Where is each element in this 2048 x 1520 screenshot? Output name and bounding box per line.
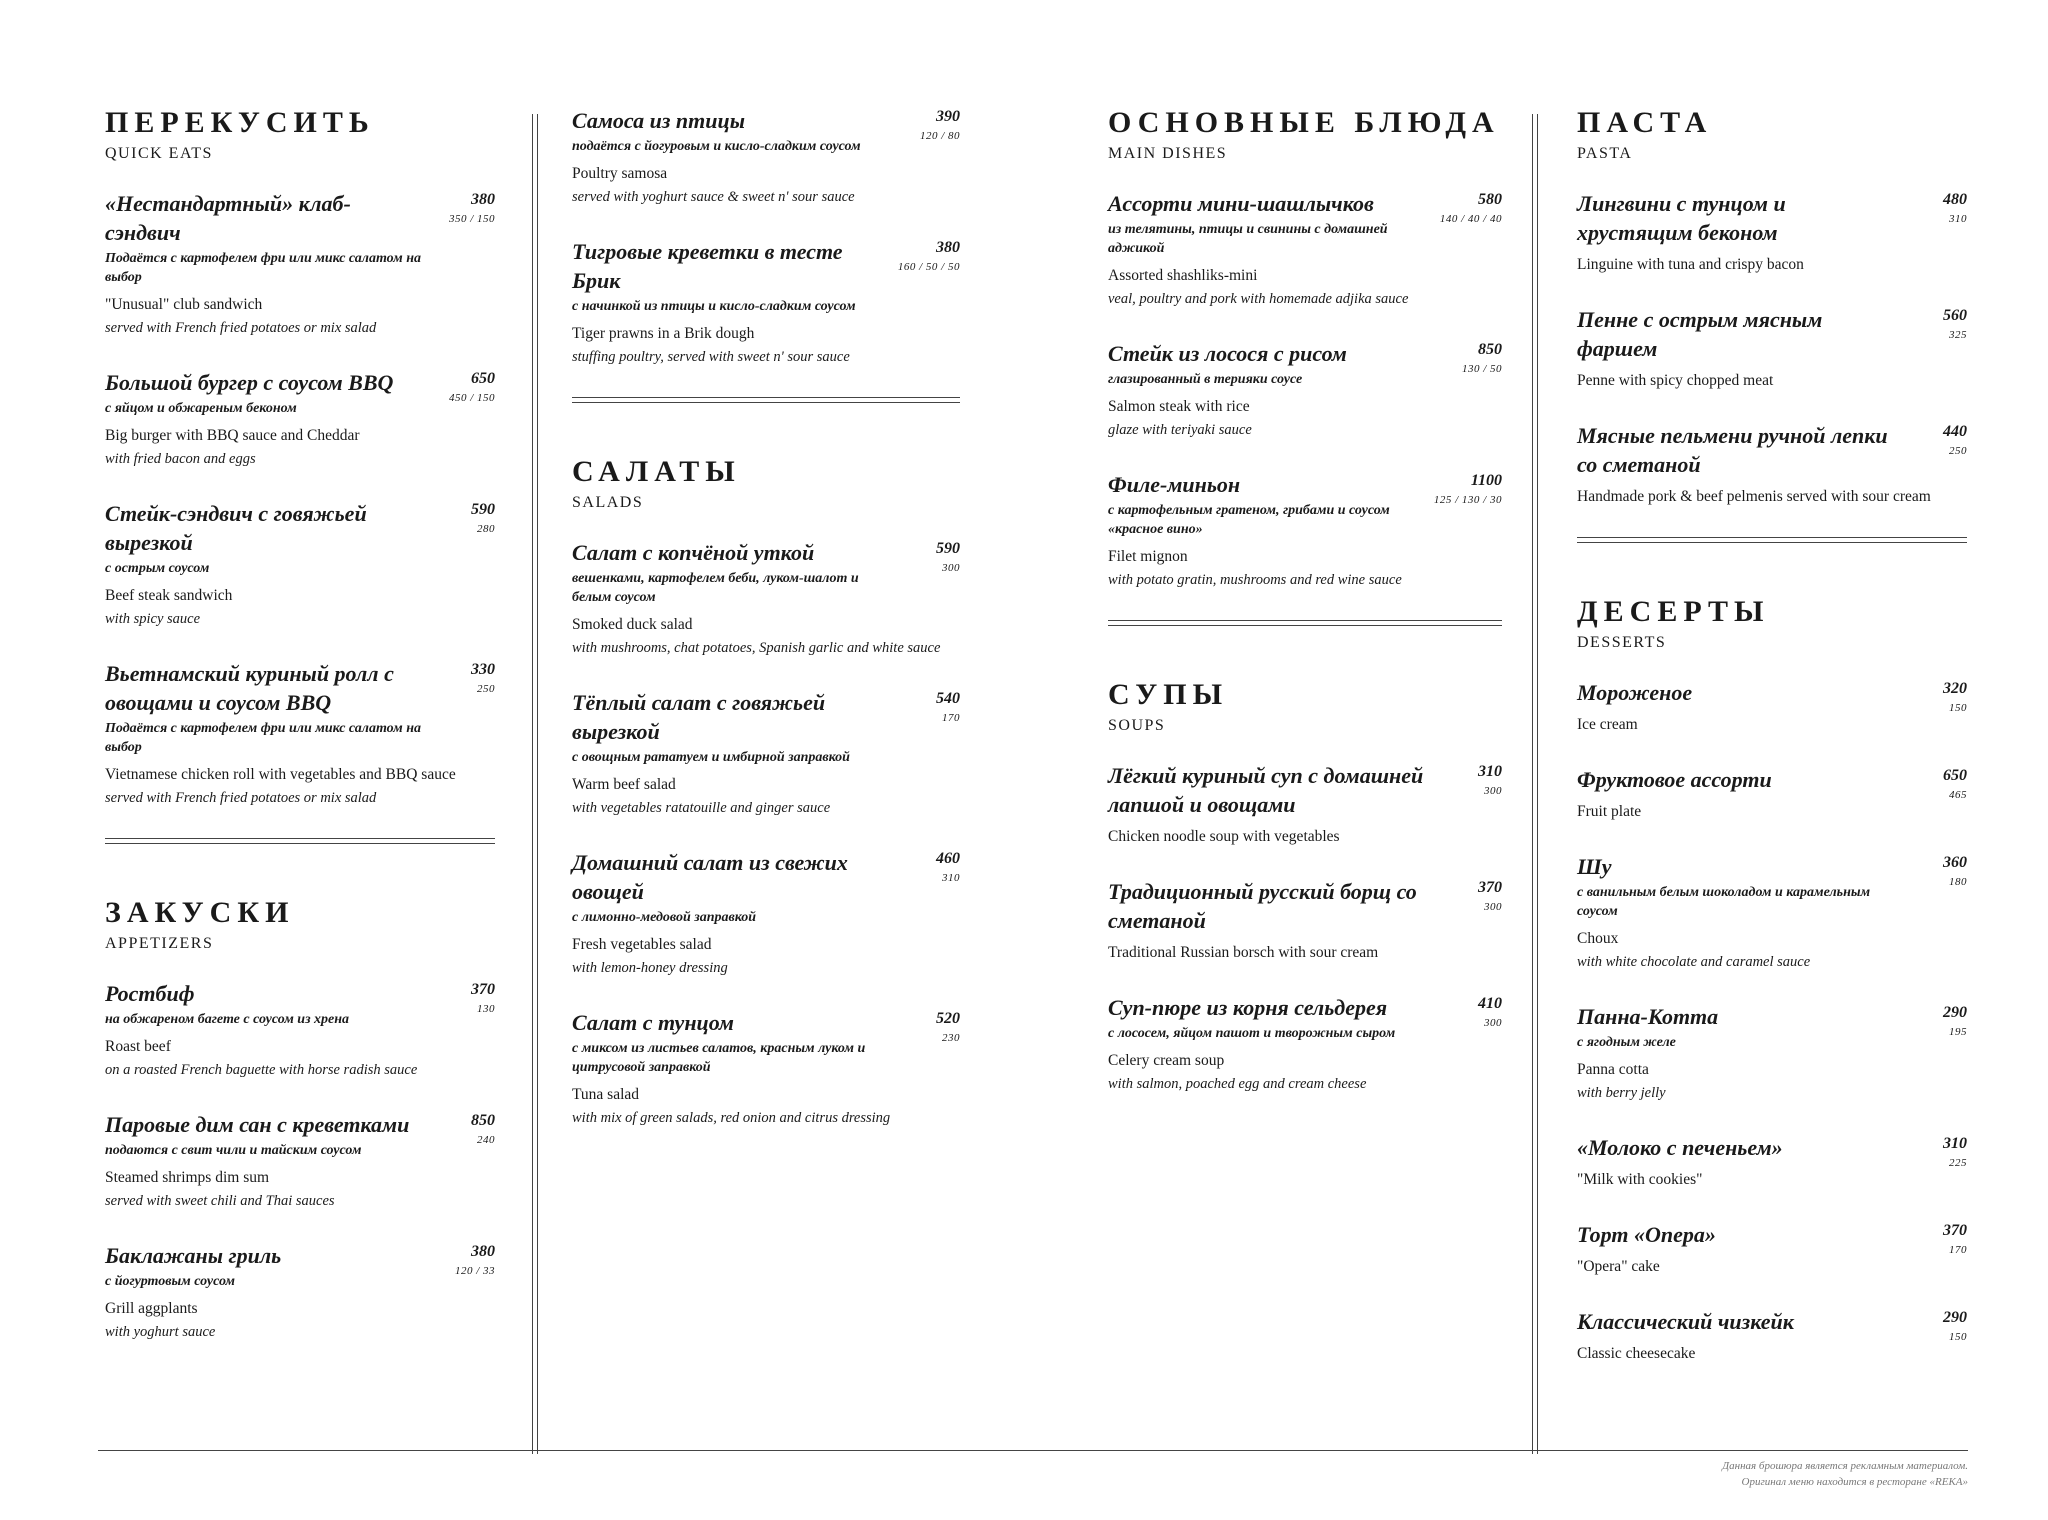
menu-item — [1577, 678, 1967, 735]
dish-price: 1100 — [1470, 472, 1502, 489]
menu-item-header — [572, 848, 960, 906]
dish-price: 650 — [1943, 767, 1967, 784]
dish-name: Лёгкий куриный суп с домашней лапшой и овощами — [1108, 763, 1424, 817]
dish-description-english: with vegetables ratatouille and ginger sauce — [572, 800, 831, 816]
menu-item — [105, 368, 495, 469]
dish-description-english: with potato gratin, mushrooms and red wine sauce — [1108, 572, 1402, 588]
menu-column-2 — [572, 106, 960, 1158]
dish-description-english: veal, poultry and pork with homemade adjika sauce — [1108, 291, 1409, 307]
dish-weight: 350 / 150 — [448, 213, 495, 225]
menu-item-header — [105, 1241, 495, 1277]
dish-name: Тигровые креветки в тесте Брик — [572, 239, 843, 293]
dish-description-english: with white chocolate and caramel sauce — [1577, 954, 1811, 970]
section-subtitle: PASTA — [1577, 145, 1633, 162]
dish-name: Шу — [1577, 854, 1612, 879]
menu-item — [105, 979, 495, 1080]
section-divider — [1108, 620, 1502, 626]
menu-item-header — [572, 1008, 960, 1044]
dish-name-english: Big burger with BBQ sauce and Cheddar — [105, 427, 360, 444]
dish-description: подаётся с йогуровым и кисло-сладким соусом — [572, 139, 861, 154]
menu-item-header — [1108, 761, 1502, 819]
dish-name: Традиционный русский борщ со сметаной — [1108, 879, 1417, 933]
dish-description: глазированный в терияки соусе — [1108, 372, 1303, 387]
dish-price: 560 — [1943, 307, 1967, 324]
dish-weight: 150 — [1949, 702, 1967, 714]
price-block — [455, 1241, 495, 1279]
dish-description-english: served with yoghurt sauce & sweet n' sour sauce — [572, 189, 855, 205]
menu-item — [1108, 761, 1502, 847]
dish-name-english: Vietnamese chicken roll with vegetables and BBQ sauce — [105, 766, 456, 783]
section-divider — [572, 397, 960, 403]
menu-item — [572, 538, 960, 658]
menu-item-header — [105, 1110, 495, 1146]
dish-weight: 195 — [1949, 1026, 1967, 1038]
dish-price: 850 — [471, 1112, 495, 1129]
menu-item-header — [1577, 1220, 1967, 1256]
dish-name-english: "Milk with cookies" — [1577, 1171, 1703, 1188]
dish-name: Ассорти мини-шашлычков — [1108, 191, 1374, 216]
menu-item — [1577, 189, 1967, 275]
dish-weight: 120 / 80 — [919, 130, 960, 142]
dish-name-english: Grill aggplants — [105, 1300, 198, 1317]
dish-price: 650 — [471, 370, 495, 387]
dish-name-english: Fruit plate — [1577, 803, 1642, 820]
dish-name-english: Traditional Russian borsch with sour cream — [1108, 944, 1379, 961]
price-block — [1462, 339, 1502, 377]
dish-price: 290 — [1943, 1004, 1967, 1021]
menu-item — [1577, 1307, 1967, 1364]
dish-name: Панна-Котта — [1577, 1004, 1719, 1029]
dish-name: Суп-пюре из корня сельдерея — [1108, 995, 1388, 1020]
price-block — [1943, 1307, 1967, 1345]
section-divider — [1577, 537, 1967, 543]
menu-item — [1577, 852, 1967, 972]
menu-item-header — [1577, 421, 1967, 479]
dish-name-english: "Opera" cake — [1577, 1258, 1660, 1275]
price-block — [1434, 470, 1502, 508]
section-subtitle: APPETIZERS — [105, 935, 214, 952]
menu-item-header — [1577, 1002, 1967, 1038]
dish-price: 320 — [1943, 680, 1967, 697]
dish-name-english: Celery cream soup — [1108, 1052, 1225, 1069]
dish-weight: 300 — [1484, 785, 1502, 797]
dish-weight: 310 — [1949, 213, 1967, 225]
dish-weight: 120 / 33 — [454, 1265, 495, 1277]
dish-weight: 140 / 40 / 40 — [1439, 213, 1502, 225]
dish-price: 360 — [1943, 854, 1967, 871]
dish-weight: 170 — [942, 712, 960, 724]
dish-price: 460 — [936, 850, 960, 867]
price-block — [471, 499, 495, 537]
menu-column-4 — [1577, 106, 1967, 1394]
dish-description: с яйцом и обжареным беконом — [105, 401, 297, 416]
dish-weight: 450 / 150 — [448, 392, 495, 404]
section-title: ПЕРЕКУСИТЬ — [105, 106, 375, 139]
dish-description: подаются с свит чили и тайским соусом — [105, 1143, 362, 1158]
price-block — [1943, 1133, 1967, 1171]
bottom-rule — [98, 1450, 1968, 1451]
dish-description: с лососем, яйцом пашот и творожным сыром — [1108, 1026, 1396, 1041]
dish-name-english: Classic cheesecake — [1577, 1345, 1696, 1362]
price-block — [449, 368, 495, 406]
column-rule-right — [1532, 114, 1538, 1454]
dish-weight: 280 — [477, 523, 495, 535]
dish-weight: 250 — [477, 683, 495, 695]
section-title: ДЕСЕРТЫ — [1577, 595, 1770, 628]
menu-item-header — [1577, 765, 1967, 801]
section-subtitle: DESSERTS — [1577, 634, 1667, 651]
price-block — [1943, 678, 1967, 716]
menu-item — [1108, 993, 1502, 1094]
dish-description: вешенками, картофелем беби, луком-шалот и белым соусом — [572, 571, 859, 605]
dish-weight: 310 — [942, 872, 960, 884]
menu-item-header — [572, 106, 960, 142]
dish-name: Тёплый салат с говяжьей вырезкой — [572, 690, 826, 744]
dish-name: Стейк из лосося с рисом — [1108, 341, 1347, 366]
dish-description: из телятины, птицы и свинины с домашней аджикой — [1108, 222, 1388, 256]
section-title: ПАСТА — [1577, 106, 1713, 139]
dish-name: Стейк-сэндвич с говяжьей вырезкой — [105, 501, 367, 555]
dish-name-english: Ice cream — [1577, 716, 1638, 733]
dish-description-english: served with sweet chili and Thai sauces — [105, 1193, 335, 1209]
menu-item-header — [1577, 1307, 1967, 1343]
dish-price: 520 — [936, 1010, 960, 1027]
menu-item-header — [105, 368, 495, 404]
dish-name: Лингвини с тунцом и хрустящим беконом — [1577, 191, 1786, 245]
section-title: САЛАТЫ — [572, 455, 741, 488]
menu-item-header — [572, 688, 960, 746]
menu-item — [105, 1110, 495, 1211]
menu-item — [1108, 877, 1502, 963]
dish-price: 370 — [1943, 1222, 1967, 1239]
menu-item-header — [1577, 852, 1967, 888]
dish-name-english: Poultry samosa — [572, 165, 668, 182]
section-appetizers-continued — [572, 106, 960, 367]
menu-item — [1577, 305, 1967, 391]
dish-name: Классический чизкейк — [1577, 1309, 1794, 1334]
dish-name-english: Warm beef salad — [572, 776, 676, 793]
menu-item-header — [105, 189, 495, 247]
price-block — [936, 688, 960, 726]
dish-description: с лимонно-медовой заправкой — [572, 910, 757, 925]
dish-name-english: "Unusual" club sandwich — [105, 296, 263, 313]
dish-name: Вьетнамский куриный ролл с овощами и соусом BBQ — [105, 661, 394, 715]
menu-item — [1108, 189, 1502, 309]
dish-weight: 300 — [942, 562, 960, 574]
menu-item — [1108, 470, 1502, 590]
menu-column-1 — [105, 106, 495, 1372]
dish-price: 850 — [1478, 341, 1502, 358]
price-block — [920, 106, 960, 144]
dish-price: 590 — [471, 501, 495, 518]
price-block — [1440, 189, 1502, 227]
dish-name: «Молоко с печеньем» — [1577, 1135, 1783, 1160]
menu-item — [105, 659, 495, 808]
dish-weight: 150 — [1949, 1331, 1967, 1343]
footnote-line-1: Данная брошюра является рекламным материалом. — [1722, 1460, 1968, 1472]
dish-price: 380 — [936, 239, 960, 256]
dish-price: 590 — [936, 540, 960, 557]
dish-weight: 250 — [1949, 445, 1967, 457]
menu-item-header — [105, 499, 495, 557]
menu-item-header — [1577, 678, 1967, 714]
menu-item-header — [1577, 1133, 1967, 1169]
price-block — [449, 189, 495, 227]
section-subtitle: QUICK EATS — [105, 145, 213, 162]
dish-price: 330 — [471, 661, 495, 678]
price-block — [936, 848, 960, 886]
dish-price: 290 — [1943, 1309, 1967, 1326]
section-subtitle: MAIN DISHES — [1108, 145, 1228, 162]
menu-item-header — [1108, 993, 1502, 1029]
dish-name-english: Assorted shashliks-mini — [1108, 267, 1258, 284]
dish-name: Филе-миньон — [1108, 472, 1241, 497]
dish-description-english: with yoghurt sauce — [105, 1324, 216, 1340]
dish-description-english: with mushrooms, chat potatoes, Spanish garlic and white sauce — [572, 640, 941, 656]
dish-price: 310 — [1943, 1135, 1967, 1152]
dish-description: на обжареном багете с соусом из хрена — [105, 1012, 350, 1027]
price-block — [1943, 421, 1967, 459]
menu-item-header — [1108, 877, 1502, 935]
menu-item — [1108, 339, 1502, 440]
dish-name: Большой бургер с соусом BBQ — [105, 370, 394, 395]
price-block — [1943, 852, 1967, 890]
dish-description-english: with lemon-honey dressing — [572, 960, 728, 976]
dish-description: с острым соусом — [105, 561, 210, 576]
section-title: ЗАКУСКИ — [105, 896, 295, 929]
dish-name: «Нестандартный» клаб-сэндвич — [105, 191, 351, 245]
price-block — [1478, 877, 1502, 915]
dish-name-english: Salmon steak with rice — [1108, 398, 1250, 415]
menu-item — [1577, 1002, 1967, 1103]
dish-weight: 465 — [1949, 789, 1967, 801]
menu-item — [572, 1008, 960, 1128]
dish-name-english: Panna cotta — [1577, 1061, 1649, 1078]
dish-description-english: with berry jelly — [1577, 1085, 1666, 1101]
dish-weight: 300 — [1484, 901, 1502, 913]
dish-description-english: with salmon, poached egg and cream cheese — [1108, 1076, 1367, 1092]
menu-item — [1577, 421, 1967, 507]
menu-item — [1577, 765, 1967, 822]
dish-description: Подаётся с картофелем фри или микс салатом на выбор — [105, 721, 421, 755]
price-block — [1943, 1220, 1967, 1258]
price-block — [1943, 189, 1967, 227]
dish-description-english: with fried bacon and eggs — [105, 451, 256, 467]
price-block — [1943, 305, 1967, 343]
dish-name-english: Roast beef — [105, 1038, 171, 1055]
menu-item-header — [1108, 339, 1502, 375]
dish-name: Паровые дим сан с креветками — [105, 1112, 410, 1137]
dish-price: 310 — [1478, 763, 1502, 780]
dish-name-english: Handmade pork & beef pelmenis served with sour cream — [1577, 488, 1931, 505]
price-block — [898, 237, 960, 275]
section-soups — [1108, 678, 1502, 1094]
price-block — [471, 1110, 495, 1148]
dish-name-english: Filet mignon — [1108, 548, 1188, 565]
price-block — [1478, 761, 1502, 799]
column-rule-left — [532, 114, 538, 1454]
dish-description-english: stuffing poultry, served with sweet n' sour sauce — [572, 349, 850, 365]
dish-weight: 170 — [1949, 1244, 1967, 1256]
dish-price: 410 — [1478, 995, 1502, 1012]
dish-description-english: glaze with teriyaki sauce — [1108, 422, 1252, 438]
dish-name-english: Tiger prawns in a Brik dough — [572, 325, 755, 342]
section-salads — [572, 455, 960, 1128]
dish-price: 440 — [1943, 423, 1967, 440]
price-block — [471, 659, 495, 697]
price-block — [1478, 993, 1502, 1031]
dish-weight: 325 — [1949, 329, 1967, 341]
dish-weight: 125 / 130 / 30 — [1433, 494, 1502, 506]
menu-column-3 — [1108, 106, 1502, 1124]
dish-description-english: served with French fried potatoes or mix salad — [105, 790, 377, 806]
footnote-line-2: Оригинал меню находится в ресторане «REKA» — [1741, 1476, 1968, 1488]
price-block — [1943, 765, 1967, 803]
menu-item-header — [1577, 305, 1967, 363]
section-desserts — [1577, 595, 1967, 1364]
dish-description-english: on a roasted French baguette with horse radish sauce — [105, 1062, 418, 1078]
menu-item-header — [105, 979, 495, 1015]
dish-weight: 160 / 50 / 50 — [897, 261, 960, 273]
price-block — [936, 538, 960, 576]
menu-item-header — [1108, 189, 1502, 225]
menu-item-header — [572, 237, 960, 295]
dish-name-english: Linguine with tuna and crispy bacon — [1577, 256, 1804, 273]
menu-item-header — [572, 538, 960, 574]
dish-name-english: Choux — [1577, 930, 1619, 947]
dish-name-english: Smoked duck salad — [572, 616, 693, 633]
price-block — [1943, 1002, 1967, 1040]
dish-name: Пенне с острым мясным фаршем — [1577, 307, 1823, 361]
price-block — [936, 1008, 960, 1046]
dish-name: Мороженое — [1577, 680, 1693, 705]
dish-name-english: Fresh vegetables salad — [572, 936, 712, 953]
dish-description: с ванильным белым шоколадом и карамельным соусом — [1577, 885, 1871, 919]
dish-name: Салат с тунцом — [572, 1010, 735, 1035]
dish-price: 390 — [936, 108, 960, 125]
section-divider — [105, 838, 495, 844]
section-main-dishes — [1108, 106, 1502, 590]
menu-item — [572, 237, 960, 367]
dish-description-english: with spicy sauce — [105, 611, 201, 627]
dish-name: Баклажаны гриль — [105, 1243, 282, 1268]
dish-name: Салат с копчёной уткой — [572, 540, 815, 565]
dish-price: 370 — [471, 981, 495, 998]
dish-description: с картофельным гратеном, грибами и соусом «красное вино» — [1108, 503, 1390, 537]
dish-price: 480 — [1943, 191, 1967, 208]
dish-description: с йогуртовым соусом — [105, 1274, 235, 1289]
dish-weight: 130 — [477, 1003, 495, 1015]
dish-name: Самоса из птицы — [572, 108, 745, 133]
dish-description-english: served with French fried potatoes or mix salad — [105, 320, 377, 336]
menu-item — [105, 499, 495, 629]
dish-name: Домашний салат из свежих овощей — [572, 850, 848, 904]
dish-name-english: Chicken noodle soup with vegetables — [1108, 828, 1340, 845]
dish-name: Торт «Опера» — [1577, 1222, 1716, 1247]
dish-name: Ростбиф — [105, 981, 195, 1006]
dish-name-english: Penne with spicy chopped meat — [1577, 372, 1774, 389]
dish-price: 380 — [471, 1243, 495, 1260]
dish-weight: 240 — [477, 1134, 495, 1146]
menu-item — [105, 189, 495, 338]
dish-description: Подаётся с картофелем фри или микс салатом на выбор — [105, 251, 421, 285]
dish-price: 540 — [936, 690, 960, 707]
menu-item-header — [105, 659, 495, 717]
dish-weight: 225 — [1949, 1157, 1967, 1169]
dish-weight: 180 — [1949, 876, 1967, 888]
dish-description: с начинкой из птицы и кисло-сладким соусом — [572, 299, 856, 314]
dish-name: Фруктовое ассорти — [1577, 767, 1772, 792]
menu-item — [1577, 1220, 1967, 1277]
menu-item — [1577, 1133, 1967, 1190]
section-pasta — [1577, 106, 1967, 507]
section-title: СУПЫ — [1108, 678, 1229, 711]
price-block — [471, 979, 495, 1017]
menu-item-header — [1108, 470, 1502, 506]
menu-item — [572, 106, 960, 207]
dish-description: с овощным рататуем и имбирной заправкой — [572, 750, 850, 765]
dish-name-english: Beef steak sandwich — [105, 587, 233, 604]
dish-description: с ягодным желе — [1577, 1035, 1676, 1050]
section-title: ОСНОВНЫЕ БЛЮДА — [1108, 106, 1500, 139]
dish-name: Мясные пельмени ручной лепки со сметаной — [1577, 423, 1888, 477]
section-subtitle: SALADS — [572, 494, 644, 511]
dish-weight: 230 — [942, 1032, 960, 1044]
footnote — [1722, 1458, 1968, 1490]
section-subtitle: SOUPS — [1108, 717, 1166, 734]
section-appetizers — [105, 896, 495, 1342]
dish-price: 580 — [1478, 191, 1502, 208]
menu-item — [572, 848, 960, 978]
dish-price: 380 — [471, 191, 495, 208]
dish-weight: 130 / 50 — [1461, 363, 1502, 375]
menu-item-header — [1577, 189, 1967, 247]
dish-name-english: Steamed shrimps dim sum — [105, 1169, 270, 1186]
dish-price: 370 — [1478, 879, 1502, 896]
menu-item — [572, 688, 960, 818]
dish-weight: 300 — [1484, 1017, 1502, 1029]
dish-description-english: with mix of green salads, red onion and citrus dressing — [572, 1110, 891, 1126]
menu-item — [105, 1241, 495, 1342]
dish-description: с миксом из листьев салатов, красным луком и цитрусовой заправкой — [572, 1041, 866, 1075]
dish-name-english: Tuna salad — [572, 1086, 640, 1103]
section-quick-eats — [105, 106, 495, 808]
